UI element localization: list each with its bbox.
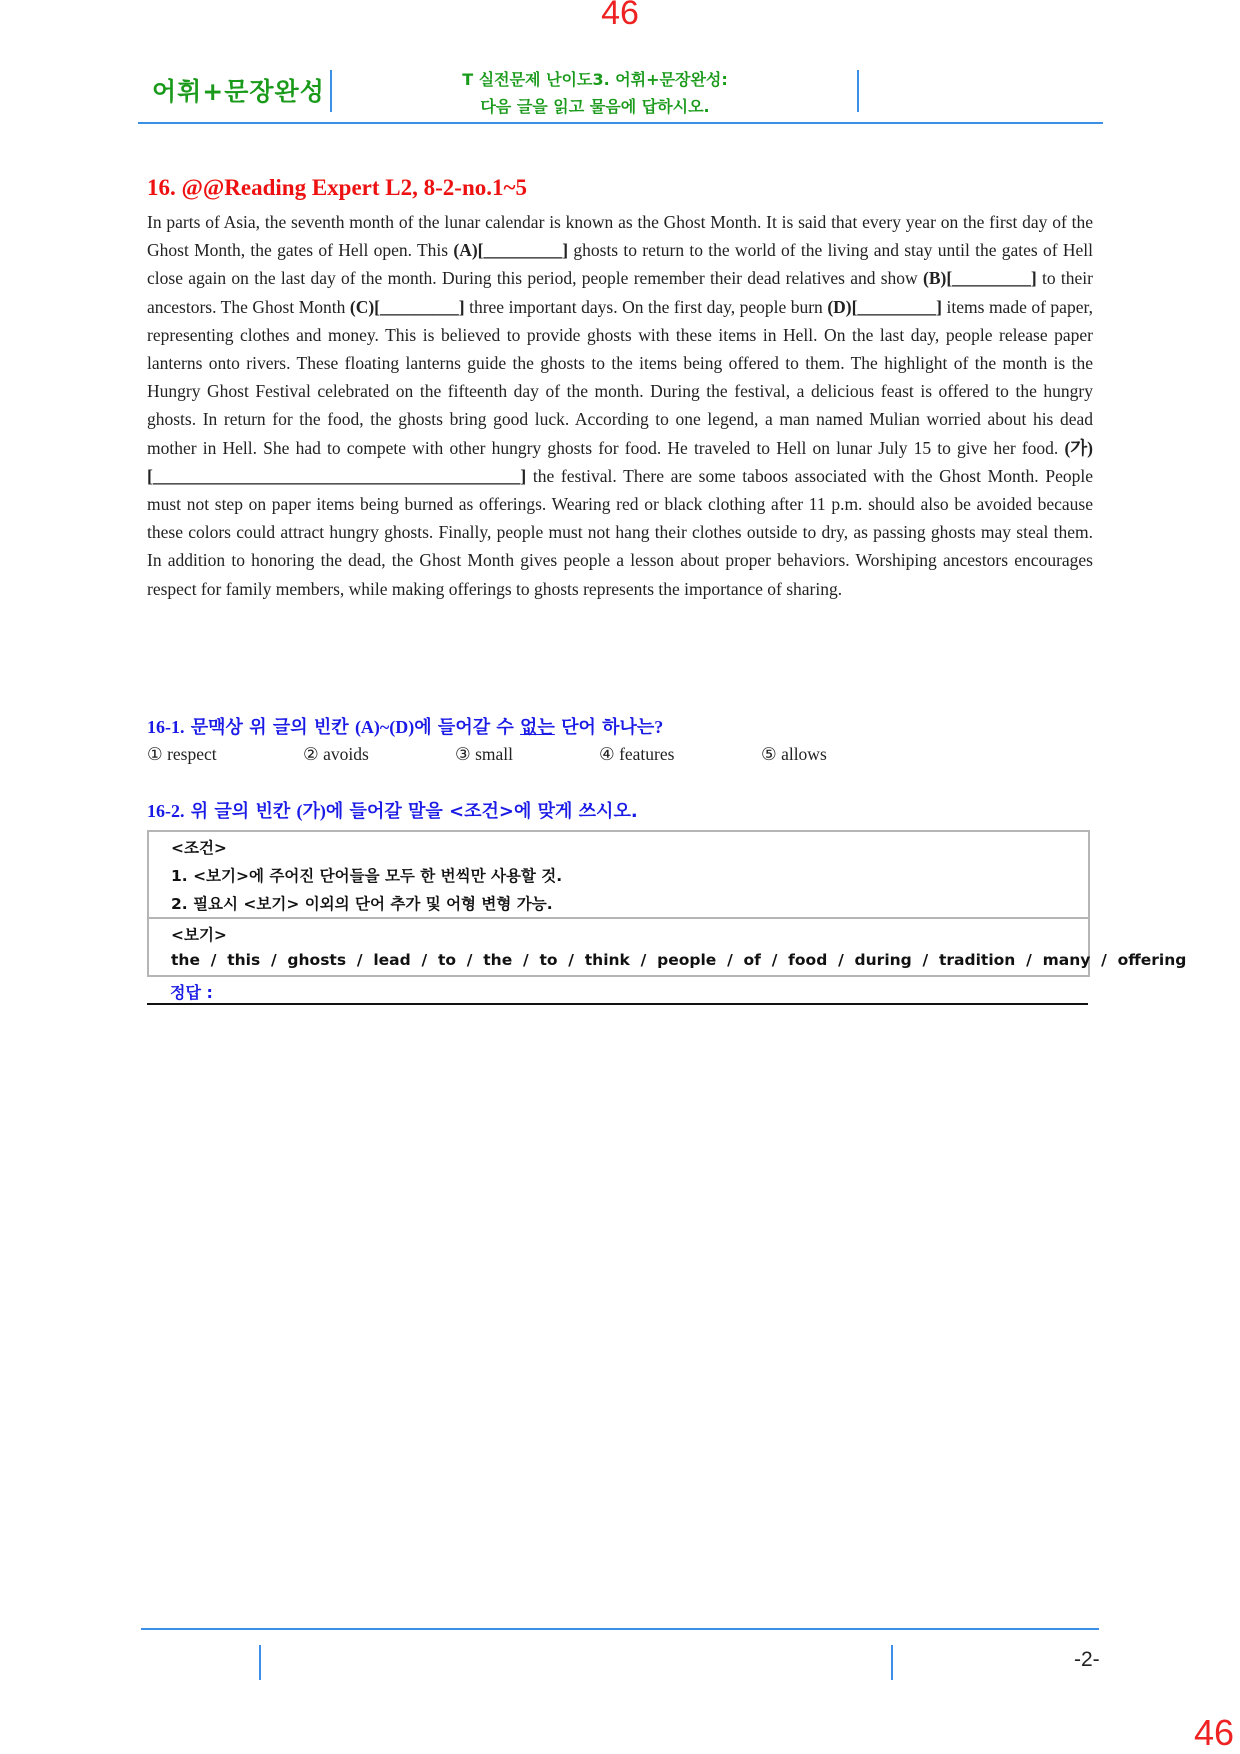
condition-1: 1. <보기>에 주어진 단어들을 모두 한 번씩만 사용할 것. xyxy=(171,867,563,885)
reading-passage xyxy=(147,208,1093,603)
subquestion-text: 단어 하나는 xyxy=(554,717,655,738)
subquestion-16-1 xyxy=(147,713,663,739)
passage-text: the festival. There are some taboos associated with the Ghost Month. People must not step on paper items being burned as offerings. Wearing red or black clothing after 11 p.m. should also be avoided because these colors could attract hungry ghosts. Finally, people must not hang their clothes outside to dry, as passing ghosts may steal them. In addition to honoring the dead, the Ghost Month gives people a lesson about proper behaviors. Worshiping ancestors encourages respect for family members, while making offerings to ghosts represents the importance of sharing. xyxy=(147,465,1093,599)
condition-2: 2. 필요시 <보기> 이외의 단어 추가 및 어형 변형 가능. xyxy=(171,895,553,913)
page-number-bottom: 46 xyxy=(1193,1712,1234,1753)
subquestion-text: 에 들어갈 말을 <조건>에 맞게 쓰시오. xyxy=(325,801,638,822)
subquestion-number: 16-2. xyxy=(147,801,185,821)
header-instructions xyxy=(335,66,855,120)
footer-divider-left xyxy=(259,1645,261,1680)
subquestion-underlined: 없는 xyxy=(520,717,555,738)
subquestion-qmark: ? xyxy=(654,717,664,737)
choice-1[interactable]: ① respect xyxy=(147,744,217,764)
header-category: 어휘+문장완성 xyxy=(152,77,325,106)
condition-label: <조건> xyxy=(171,839,227,857)
choice-3[interactable]: ③ small xyxy=(455,744,513,764)
choice-4[interactable]: ④ features xyxy=(599,744,675,764)
answer-label: 정답 : xyxy=(170,983,213,1002)
blank-ga: (가)[__________________________________________] xyxy=(147,437,1093,486)
subquestion-text: 문맥상 위 글의 빈칸 xyxy=(184,717,355,738)
subquestion-range: (A)~(D) xyxy=(354,717,415,737)
subquestion-text: 위 글의 빈칸 xyxy=(184,801,297,822)
header-instruction-line1: T 실전문제 난이도3. 어휘+문장완성: xyxy=(462,70,728,89)
subquestion-text: 에 들어갈 수 xyxy=(414,717,521,738)
choice-5[interactable]: ⑤ allows xyxy=(761,744,827,764)
header-instruction-line2: 다음 글을 읽고 물음에 답하시오. xyxy=(480,97,710,116)
footer-divider-right xyxy=(891,1645,893,1680)
passage-text: ghosts to return to the world of the living and stay until the gates of Hell close again on the last day of the month. During this period, people remember their dead relatives and show xyxy=(147,240,1093,289)
word-bank-words: the / this / ghosts / lead / to / the / to / think / people / of / food / during / tradition / many / offering xyxy=(171,951,1187,969)
header-divider-left xyxy=(330,70,332,112)
subquestion-number: 16-1. xyxy=(147,717,185,737)
passage-text: to their ancestors. The Ghost Month xyxy=(147,268,1093,317)
subquestion-16-2 xyxy=(147,797,638,823)
page-number-top: 46 xyxy=(601,0,639,32)
footer-page-number: -2- xyxy=(1074,1648,1100,1671)
choice-2[interactable]: ② avoids xyxy=(303,744,369,764)
blank-c: (C)[_________] xyxy=(349,296,465,317)
subquestion-blank-ref: (가) xyxy=(296,801,326,821)
passage-text: In parts of Asia, the seventh month of the lunar calendar is known as the Ghost Month. It is said that every year on the first day of the Ghost Month, the gates of Hell open. This xyxy=(147,212,1093,261)
header-rule xyxy=(138,122,1103,124)
passage-text: three important days. On the first day, people burn xyxy=(464,296,828,317)
header-divider-right xyxy=(857,70,859,112)
answer-line[interactable] xyxy=(147,1003,1088,1005)
blank-b: (B)[_________] xyxy=(923,268,1037,289)
blank-d: (D)[_________] xyxy=(827,296,943,317)
blank-a: (A)[_________] xyxy=(453,240,569,261)
footer-rule xyxy=(141,1628,1099,1630)
word-bank-label: <보기> xyxy=(171,926,227,944)
question-title: 16. @@Reading Expert L2, 8-2-no.1~5 xyxy=(147,175,527,200)
condition-box xyxy=(147,830,1090,919)
word-bank-box xyxy=(147,917,1187,977)
passage-text: items made of paper, representing clothes and money. This is believed to provide ghosts with these items in Hell. On the last day, people release paper lanterns onto rivers. These floating lanterns guide the ghosts to the items being offered to them. The highlight of the month is the Hungry Ghost Festival celebrated on the fifteenth day of the month. During the festival, a delicious feast is offered to the hungry ghosts. In return for the food, the ghosts bring good luck. According to one legend, a man named Mulian worried about his dead mother in Hell. She had to compete with other hungry ghosts for food. He traveled to Hell on lunar July 15 to give her food. xyxy=(147,296,1093,458)
